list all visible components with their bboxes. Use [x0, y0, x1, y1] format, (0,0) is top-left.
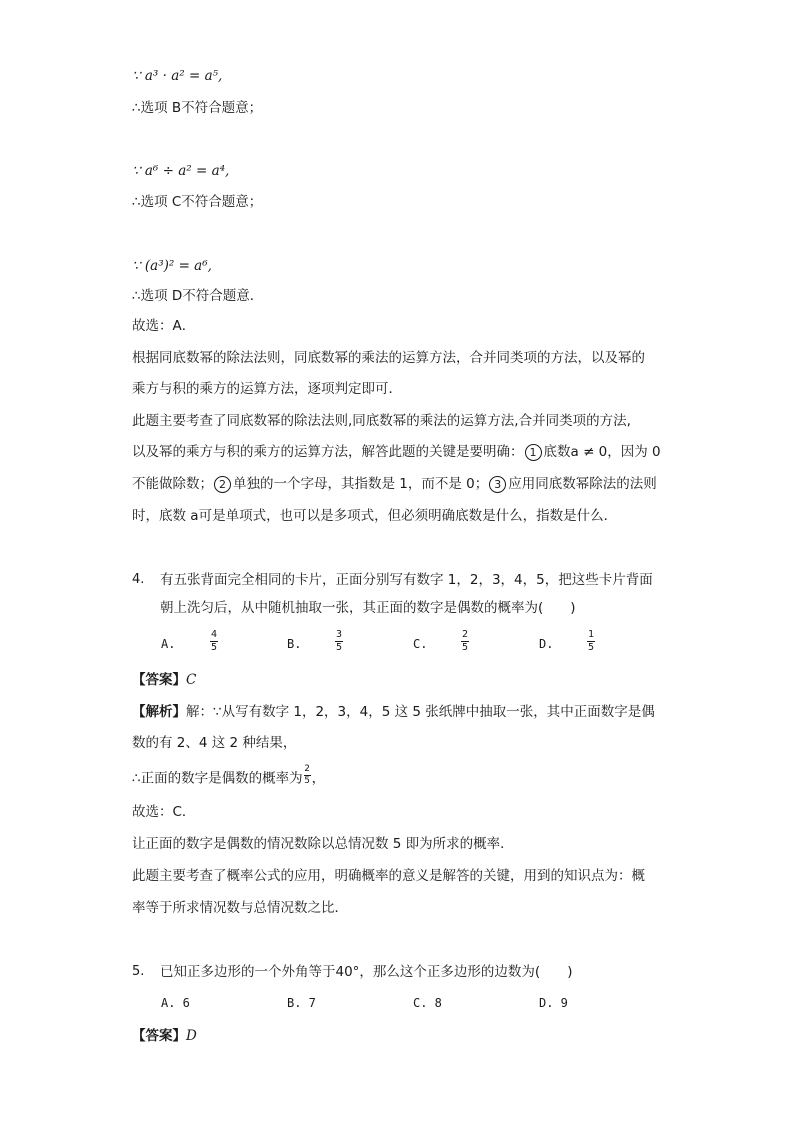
analysis-text: ，: [311, 770, 326, 787]
answer-value: D: [186, 1028, 197, 1044]
q4-stem-line2: 朝上洗匀后，从中随机抽取一张，其正面的数字是偶数的概率为( ): [160, 600, 576, 616]
summary-text: 底数a ≠ 0，因为 0: [543, 444, 661, 460]
denominator: 5: [210, 642, 218, 653]
q3-choice: 故选：A．: [132, 318, 196, 334]
circled-two: 2: [214, 476, 231, 493]
step-b-conclusion: ∴选项 B不符合题意；: [132, 100, 263, 116]
q4-option-d-fraction: [587, 630, 595, 653]
q5-stem: 已知正多边形的一个外角等于40°，那么这个正多边形的边数为( ): [160, 964, 573, 980]
q5-option-b[interactable]: B. 7: [287, 996, 316, 1010]
q5-option-d[interactable]: D. 9: [539, 996, 568, 1010]
q4-choice: 故选：C．: [132, 804, 196, 820]
summary-text: 不能做除数；: [132, 476, 213, 492]
numerator: 4: [210, 629, 218, 640]
analysis-text: ∴正面的数字是偶数的概率为: [132, 770, 303, 787]
answer-label: 【答案】: [132, 1028, 186, 1044]
numerator: 1: [587, 629, 595, 640]
q5-option-c[interactable]: C. 8: [413, 996, 442, 1010]
q4-analysis-line1: [132, 702, 655, 722]
answer-label: 【答案】: [132, 672, 186, 688]
step-d-math: ∵ (a³)² = a⁶,: [132, 258, 212, 274]
numerator: 2: [461, 629, 469, 640]
q4-answer: [132, 670, 196, 690]
summary-text: 单独的一个字母，其指数是 1，而不是 0；: [233, 476, 489, 492]
q5-option-a[interactable]: A. 6: [161, 996, 190, 1010]
q4-option-b-fraction: [335, 630, 343, 653]
answer-value: C: [186, 672, 197, 688]
circled-one: 1: [525, 444, 542, 461]
q3-method-line1: 根据同底数幂的除法法则，同底数幂的乘法的运算方法，合并同类项的方法，以及幂的: [132, 350, 645, 366]
q4-summary-line2: 率等于所求情况数与总情况数之比．: [132, 900, 348, 916]
step-b-math: ∵ a³ · a² = a⁵,: [132, 68, 223, 84]
q4-analysis-line3: [132, 764, 326, 789]
q4-summary-line1: 此题主要考查了概率公式的应用，明确概率的意义是解答的关键，用到的知识点为：概: [132, 868, 645, 884]
analysis-text: 解：∵从写有数字 1，2，3，4，5 这 5 张纸牌中抽取一张，其中正面数字是偶: [186, 704, 655, 720]
step-c-math: ∵ a⁶ ÷ a² = a⁴,: [132, 163, 230, 179]
q4-option-a-fraction: [210, 630, 218, 653]
summary-text: 应用同底数幂除法的法则: [508, 476, 657, 492]
inline-fraction: [304, 765, 311, 786]
denominator: 5: [335, 642, 343, 653]
q5-answer: [132, 1026, 197, 1046]
circled-three: 3: [489, 476, 506, 493]
numerator: 3: [335, 629, 343, 640]
q4-option-b-label[interactable]: B.: [287, 637, 302, 651]
q4-analysis-line2: 数的有 2、4 这 2 种结果，: [132, 735, 297, 751]
q3-method-line2: 乘方与积的乘方的运算方法，逐项判定即可．: [132, 381, 402, 397]
q5-number: 5.: [132, 964, 145, 979]
q4-option-c-label[interactable]: C.: [413, 637, 428, 651]
analysis-label: 【解析】: [132, 704, 186, 720]
denominator: 5: [304, 776, 310, 786]
q3-summary-line1: 此题主要考查了同底数幂的除法法则,同底数幂的乘法的运算方法,合并同类项的方法,: [132, 413, 631, 429]
q4-stem-line1: 有五张背面完全相同的卡片，正面分别写有数字 1，2，3，4，5，把这些卡片背面: [160, 572, 653, 588]
q4-number: 4.: [132, 572, 145, 587]
q3-summary-line3: [132, 474, 657, 494]
summary-text: 以及幂的乘方与积的乘方的运算方法，解答此题的关键是要明确：: [132, 444, 524, 460]
q4-method: 让正面的数字是偶数的情况数除以总情况数 5 即为所求的概率．: [132, 836, 514, 852]
q4-option-a-label[interactable]: A.: [161, 637, 176, 651]
denominator: 5: [587, 642, 595, 653]
numerator: 2: [304, 764, 310, 774]
q3-summary-line2: [132, 442, 661, 462]
q4-option-c-fraction: [461, 630, 469, 653]
q3-summary-line4: 时，底数 a可是单项式，也可以是多项式，但必须明确底数是什么，指数是什么．: [132, 508, 618, 524]
step-c-conclusion: ∴选项 C不符合题意；: [132, 194, 263, 210]
step-d-conclusion: ∴选项 D不符合题意．: [132, 288, 264, 304]
denominator: 5: [461, 642, 469, 653]
q4-option-d-label[interactable]: D.: [539, 637, 554, 651]
